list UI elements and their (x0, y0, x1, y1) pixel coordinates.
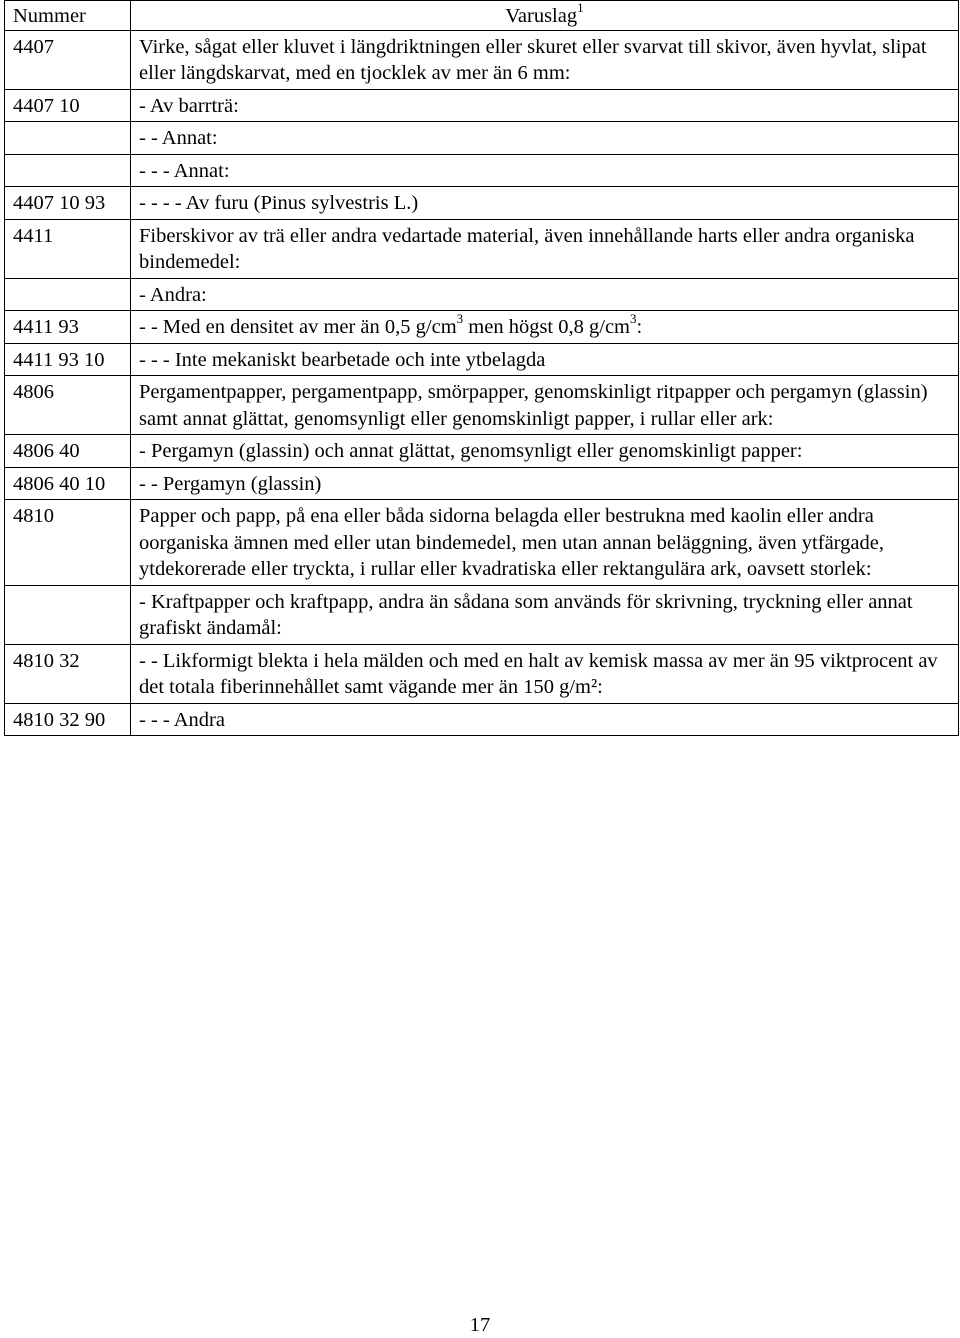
header-description (131, 1, 959, 31)
header-description-label: Varuslag (505, 5, 578, 27)
row-description: Fiberskivor av trä eller andra vedartade material, även innehållande harts eller andra organiska bindemedel: (131, 219, 959, 278)
tariff-table (4, 0, 959, 736)
density-text-b: men högst 0,8 g/cm (463, 316, 630, 338)
row-description: Papper och papp, på ena eller båda sidorna belagda eller bestrukna med kaolin eller andra oorganiska ämnen med eller utan bindemedel, men utan annan beläggning, även ytfärgade, ytdekorerade eller tryckta, i rullar eller kvadratiska eller rektangulära ark, oavsett storlek: (131, 500, 959, 586)
table-row (5, 122, 959, 155)
row-description: - - Likformigt blekta i hela mälden och med en halt av kemisk massa av mer än 95 viktprocent av det totala fiberinnehållet samt vägande mer än 150 g/m²: (131, 644, 959, 703)
row-description: - - - Inte mekaniskt bearbetade och inte ytbelagda (131, 343, 959, 376)
table-row (5, 585, 959, 644)
row-description: - - - - Av furu (Pinus sylvestris L.) (131, 187, 959, 220)
table-row (5, 703, 959, 736)
page-number: 17 (469, 1314, 491, 1336)
table-row (5, 154, 959, 187)
table-row (5, 311, 959, 344)
table-row (5, 343, 959, 376)
footnote-marker: 1 (577, 0, 584, 16)
row-description: - - - Andra (131, 703, 959, 736)
superscript-3: 3 (630, 311, 637, 327)
row-number (5, 122, 131, 155)
table-row (5, 435, 959, 468)
row-description: - Av barrträ: (131, 89, 959, 122)
table-row (5, 500, 959, 586)
row-number: 4806 40 (5, 435, 131, 468)
density-text-a: - - Med en densitet av mer än 0,5 g/cm (139, 316, 457, 338)
row-description: - - Pergamyn (glassin) (131, 467, 959, 500)
row-number: 4810 32 90 (5, 703, 131, 736)
row-number: 4806 40 10 (5, 467, 131, 500)
row-number: 4806 (5, 376, 131, 435)
table-header-row (5, 1, 959, 31)
row-number (5, 585, 131, 644)
row-number: 4407 (5, 30, 131, 89)
row-number: 4411 93 10 (5, 343, 131, 376)
row-number: 4810 (5, 500, 131, 586)
table-row (5, 30, 959, 89)
row-number (5, 278, 131, 311)
row-description: Pergamentpapper, pergamentpapp, smörpapper, genomskinligt ritpapper och pergamyn (glassin) samt annat glättat, genomsynligt eller genomskinligt papper, i rullar eller ark: (131, 376, 959, 435)
row-description: Virke, sågat eller kluvet i längdriktningen eller skuret eller svarvat till skivor, även hyvlat, slipat eller längdskarvat, med en tjocklek av mer än 6 mm: (131, 30, 959, 89)
row-description (131, 311, 959, 344)
table-row (5, 187, 959, 220)
row-description: - - - Annat: (131, 154, 959, 187)
table-row (5, 376, 959, 435)
table-row (5, 467, 959, 500)
table-row (5, 278, 959, 311)
row-number: 4411 93 (5, 311, 131, 344)
header-number: Nummer (5, 1, 131, 31)
row-number: 4407 10 93 (5, 187, 131, 220)
table-row (5, 219, 959, 278)
table-row (5, 644, 959, 703)
row-number: 4810 32 (5, 644, 131, 703)
row-description: - Andra: (131, 278, 959, 311)
row-number (5, 154, 131, 187)
row-number: 4407 10 (5, 89, 131, 122)
superscript-3: 3 (456, 311, 464, 327)
row-description: - Kraftpapper och kraftpapp, andra än sådana som används för skrivning, tryckning eller annat grafiskt ändamål: (131, 585, 959, 644)
row-description: - Pergamyn (glassin) och annat glättat, genomsynligt eller genomskinligt papper: (131, 435, 959, 468)
row-number: 4411 (5, 219, 131, 278)
density-text-c: : (636, 316, 643, 338)
row-description: - - Annat: (131, 122, 959, 155)
table-row (5, 89, 959, 122)
